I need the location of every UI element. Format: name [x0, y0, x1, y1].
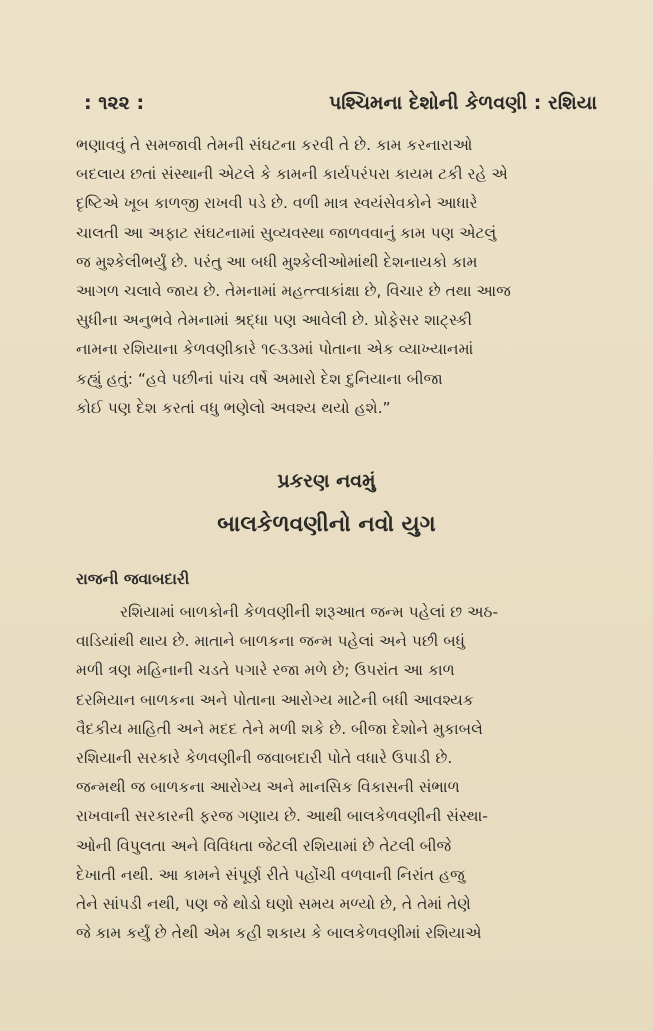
- text-line: જન્મથી જ બાળકના આરોગ્ય અને માનસિક વિકાસની સંભાળ: [76, 778, 460, 797]
- text-line: મળી ત્રણ મહિનાની ચડતે પગારે રજા મળે છે; ઉપરાંત આ કાળ: [76, 661, 455, 680]
- text-line: રશિયામાં બાળકોની કેળવણીની શરૂઆત જન્મ પહેલાં છ અઠ-: [120, 603, 499, 621]
- text-line: વાડિયાંથી થાય છે. માતાને બાળકના જન્મ પહેલાં અને પછી બધું: [76, 632, 465, 651]
- text-line: રશિયાની સરકારે કેળવણીની જવાબદારી પોતે વધારે ઉપાડી છે.: [76, 749, 453, 768]
- text-line: તેને સાંપડી નથી, પણ જે થોડો ઘણો સમય મળ્યો છે, તે તેમાં તેણે: [76, 895, 471, 914]
- chapter-title: બાલકેળવણીનો નવો યુગ: [217, 512, 436, 537]
- text-line: રાખવાની સરકારની ફરજ ગણાય છે. આથી બાલકેળવણીની સંસ્થા-: [76, 807, 488, 826]
- page-number: : ૧૨૨ :: [84, 92, 145, 114]
- section-heading: રાજની જવાબદારી: [76, 570, 190, 588]
- text-line: જ મુશ્કેલીભર્યું છે. પરંતુ આ બધી મુશ્કેલીઓમાંથી દેશનાયકો કામ: [76, 252, 478, 271]
- text-line: વૈદકીય માહિતી અને મદદ તેને મળી શકે છે. બીજા દેશોને મુકાબલે: [76, 719, 483, 738]
- text-line: આગળ ચલાવે જાય છે. તેમનામાં મહત્ત્વાકાંક્ષા છે, વિચાર છે તથા આજ: [76, 282, 511, 301]
- text-line: ભણાવવું તે સમજાવી તેમની સંઘટના કરવી તે છે. કામ કરનારાઓ: [76, 136, 473, 154]
- paragraph-body: [76, 598, 624, 948]
- text-line: જે કામ કર્યું છે તેથી એમ કહી શકાય કે બાલકેળવણીમાં રશિયાએ: [76, 924, 482, 943]
- text-line: દૃષ્ટિએ ખૂબ કાળજી રાખવી પડે છે. વળી માત્ર સ્વયંસેવકોને આધારે: [76, 194, 478, 213]
- text-line: સુધીના અનુભવે તેમનામાં શ્રદ્ધા પણ આવેલી છે. પ્રોફેસર શાટ્સ્કી: [76, 311, 473, 330]
- text-line: નામના રશિયાના કેળવણીકારે ૧૯૩૩માં પોતાના એક વ્યાખ્યાનમાં: [76, 340, 474, 359]
- running-title: પશ્ચિમના દેશોની કેળવણી : રશિયા: [328, 92, 597, 114]
- text-line: ઓની વિપુલતા અને વિવિધતા જેટલી રશિયામાં છે તેટલી બીજે: [76, 836, 452, 855]
- text-line: કોઈ પણ દેશ કરતાં વધુ ભણેલો અવશ્ય થયો હશે.”: [76, 398, 391, 417]
- text-line: ચાલતી આ અફાટ સંઘટનામાં સુવ્યવસ્થા જાળવવાનું કામ પણ એટલું: [76, 223, 497, 242]
- paragraph-continued: [76, 131, 624, 423]
- text-line: કહ્યું હતું: “હવે પછીનાં પાંચ વર્ષે અમારો દેશ દુનિયાના બીજા: [76, 369, 443, 388]
- text-line: બદલાય છતાં સંસ્થાની એટલે કે કામની કાર્યપરંપરા કાયમ ટકી રહે એ: [76, 165, 508, 184]
- page-header: [84, 92, 597, 122]
- text-line: દરમિયાન બાળકના અને પોતાના આરોગ્ય માટેની બધી આવશ્યક: [76, 690, 474, 709]
- chapter-number: પ્રકરણ નવમું: [277, 470, 376, 492]
- text-line: દેખાતી નથી. આ કામને સંપૂર્ણ રીતે પહોંચી વળવાની નિરાંત હજુ: [76, 865, 465, 884]
